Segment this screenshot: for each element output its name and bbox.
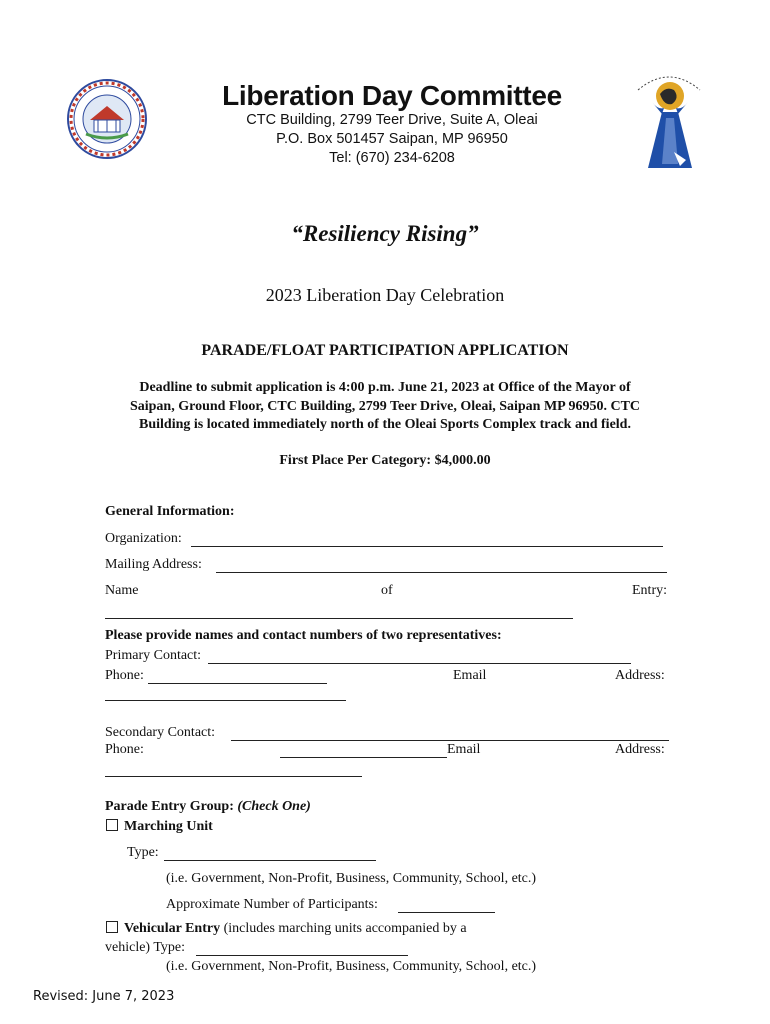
check-one-note: (Check One) (237, 799, 311, 814)
vehicle-type-label: vehicle) Type: (105, 940, 186, 955)
name-word: Name (105, 583, 139, 598)
committee-address-line1: CTC Building, 2799 Teer Drive, Suite A, Oleai (246, 112, 538, 128)
committee-title: Liberation Day Committee (222, 80, 562, 111)
general-info-heading: General Information: (105, 504, 235, 519)
marching-type-examples: (i.e. Government, Non-Profit, Business, Community, School, etc.) (166, 871, 537, 886)
mayor-seal-logo (66, 76, 148, 162)
mailing-address-label: Mailing Address: (105, 557, 202, 572)
secondary-contact-field[interactable] (231, 740, 669, 741)
vehicular-entry-checkbox[interactable] (106, 921, 118, 933)
committee-phone: Tel: (670) 234-6208 (329, 150, 455, 166)
of-word: of (381, 583, 393, 598)
first-place-prize: First Place Per Category: $4,000.00 (279, 453, 491, 468)
secondary-address-word: Address: (615, 742, 665, 757)
marching-unit-checkbox[interactable] (106, 819, 118, 831)
vehicle-type-examples: (i.e. Government, Non-Profit, Business, Community, School, etc.) (166, 959, 537, 974)
participants-field[interactable] (398, 912, 495, 913)
vehicular-entry-label: Vehicular Entry (124, 921, 221, 936)
secondary-email-word: Email (447, 742, 481, 757)
marching-type-label: Type: (127, 845, 159, 860)
primary-address-word: Address: (615, 668, 665, 683)
participants-label: Approximate Number of Participants: (166, 897, 378, 912)
form-title: PARADE/FLOAT PARTICIPATION APPLICATION (201, 342, 569, 359)
organization-field[interactable] (191, 546, 663, 547)
name-of-entry-field[interactable] (105, 618, 573, 619)
revised-date: Revised: June 7, 2023 (33, 989, 175, 1004)
entry-group-heading (105, 799, 311, 815)
deadline-line-1: Deadline to submit application is 4:00 p.m. June 21, 2023 at Office of the Mayor of (139, 380, 631, 395)
vehicular-entry-option[interactable] (106, 921, 467, 937)
representatives-heading: Please provide names and contact numbers of two representatives: (105, 628, 502, 643)
liberation-trophy-logo (630, 68, 708, 172)
marching-type-field[interactable] (164, 860, 376, 861)
vehicle-type-field[interactable] (196, 955, 408, 956)
secondary-phone-label: Phone: (105, 742, 144, 757)
secondary-phone-field[interactable] (280, 757, 447, 758)
secondary-contact-label: Secondary Contact: (105, 725, 216, 740)
deadline-line-3: Building is located immediately north of the Oleai Sports Complex track and field. (139, 417, 631, 432)
vehicular-entry-note: (includes marching units accompanied by a (223, 921, 467, 936)
organization-label: Organization: (105, 531, 182, 546)
primary-phone-label: Phone: (105, 668, 144, 683)
committee-address-line2: P.O. Box 501457 Saipan, MP 96950 (276, 131, 508, 147)
primary-email-word: Email (453, 668, 487, 683)
primary-phone-field[interactable] (148, 683, 327, 684)
mailing-address-field[interactable] (216, 572, 667, 573)
event-theme: “Resiliency Rising” (291, 221, 479, 246)
secondary-email-field[interactable] (105, 776, 362, 777)
marching-unit-option[interactable] (106, 819, 213, 835)
marching-unit-label: Marching Unit (124, 819, 213, 834)
entry-group-heading-text: Parade Entry Group: (105, 799, 234, 814)
primary-contact-label: Primary Contact: (105, 648, 202, 663)
celebration-title: 2023 Liberation Day Celebration (265, 285, 505, 305)
deadline-line-2: Saipan, Ground Floor, CTC Building, 2799 Teer Drive, Oleai, Saipan MP 96950. CTC (129, 399, 641, 414)
primary-contact-field[interactable] (208, 663, 631, 664)
primary-email-field[interactable] (105, 700, 346, 701)
entry-word: Entry: (632, 583, 667, 598)
